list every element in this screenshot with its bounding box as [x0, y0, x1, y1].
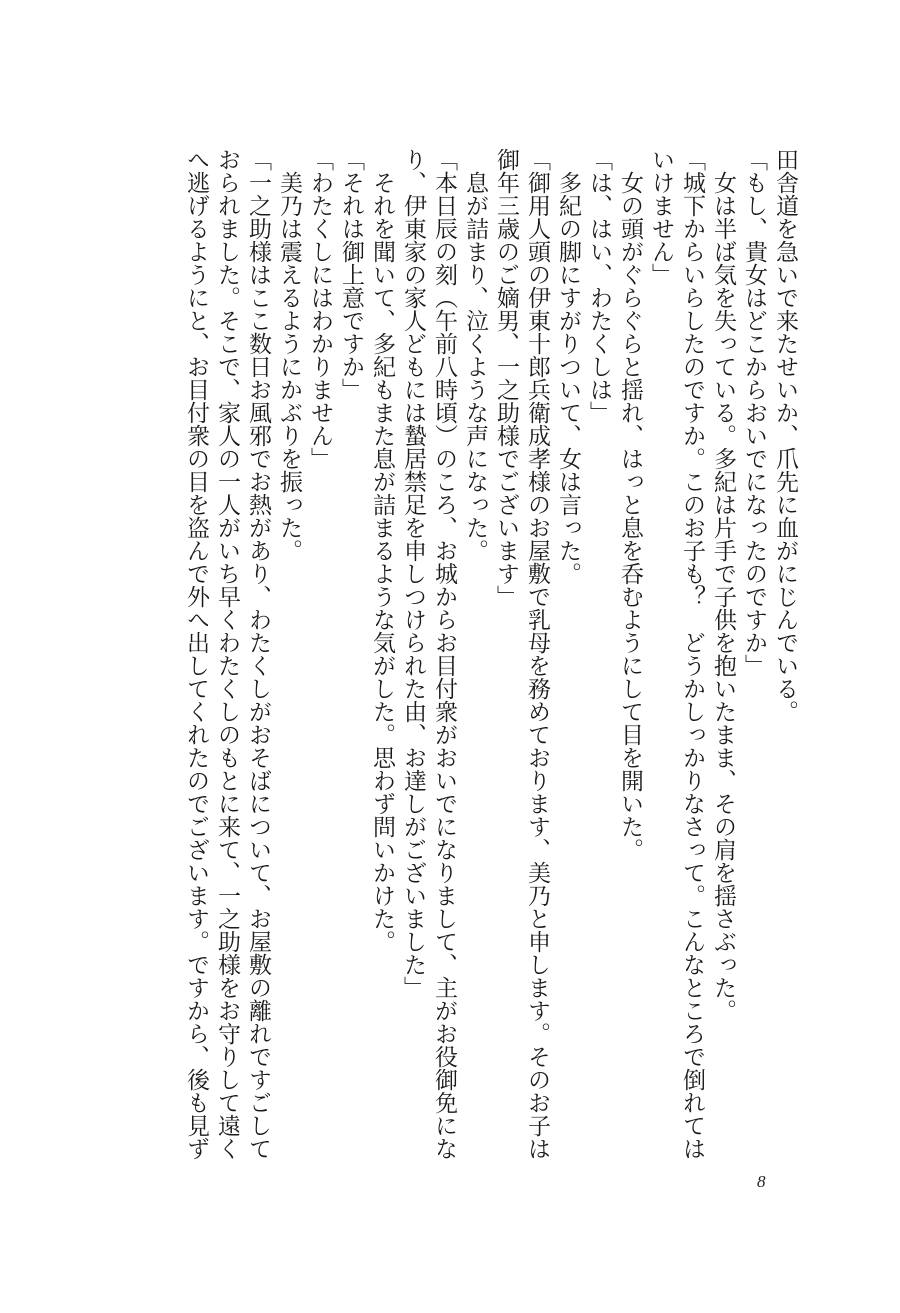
text-line: 息が詰まり、泣くような声になった。: [462, 148, 488, 562]
text-line: へ逃げるようにと、お目付衆の目を盗んで外へ出してくれたのでございます。ですから、後も見ず: [183, 148, 209, 1160]
text-line: 「もし、貴女はどこからおいでになったのですか」: [741, 148, 767, 677]
vertical-text-block: [180, 148, 800, 1160]
text-line: 美乃は震えるようにかぶりを振った。: [276, 148, 302, 562]
text-line: 女の頭がぐらぐらと揺れ、はっと息を呑むようにして目を開いた。: [617, 148, 643, 861]
text-line: 御年三歳のご嫡男、一之助様でございます」: [493, 148, 519, 608]
text-line: 「御用人頭の伊東十郎兵衛成孝様のお屋敷で乳母を務めております、美乃と申します。そのお子は: [524, 148, 550, 1160]
page-number: 8: [757, 1172, 766, 1191]
text-line: 「城下からいらしたのですか。このお子も？ どうかしっかりなさって。こんなところで倒れては: [679, 148, 705, 1160]
text-line: 「それは御上意ですか」: [338, 148, 364, 401]
text-line: 「本日辰の刻（午前八時頃）のころ、お城からお目付衆がおいでになりまして、主がお役御免にな: [431, 148, 457, 1160]
text-line: それを聞いて、多紀もまた息が詰まるような気がした。思わず問いかけた。: [369, 148, 395, 953]
text-line: 「一之助様はここ数日お風邪でお熱があり、わたくしがおそばについて、お屋敷の離れですごして: [245, 148, 271, 1160]
text-line: おられました。そこで、家人の一人がいち早くわたくしのもとに来て、一之助様をお守りして遠く: [214, 148, 240, 1160]
text-line: いけません」: [648, 148, 674, 286]
text-line: 田舎道を急いで来たせいか、爪先に血がにじんでいる。: [772, 148, 798, 723]
text-line: 「は、はい、わたくしは」: [586, 148, 612, 424]
text-line: り、伊東家の家人どもには蟄居禁足を申しつけられた由、お達しがございました」: [400, 148, 426, 999]
text-line: 多紀の脚にすがりついて、女は言った。: [555, 148, 581, 585]
text-line: 「わたくしにはわかりません」: [307, 148, 333, 470]
text-line: 女は半ば気を失っている。多紀は片手で子供を抱いたまま、その肩を揺さぶった。: [710, 148, 736, 1022]
